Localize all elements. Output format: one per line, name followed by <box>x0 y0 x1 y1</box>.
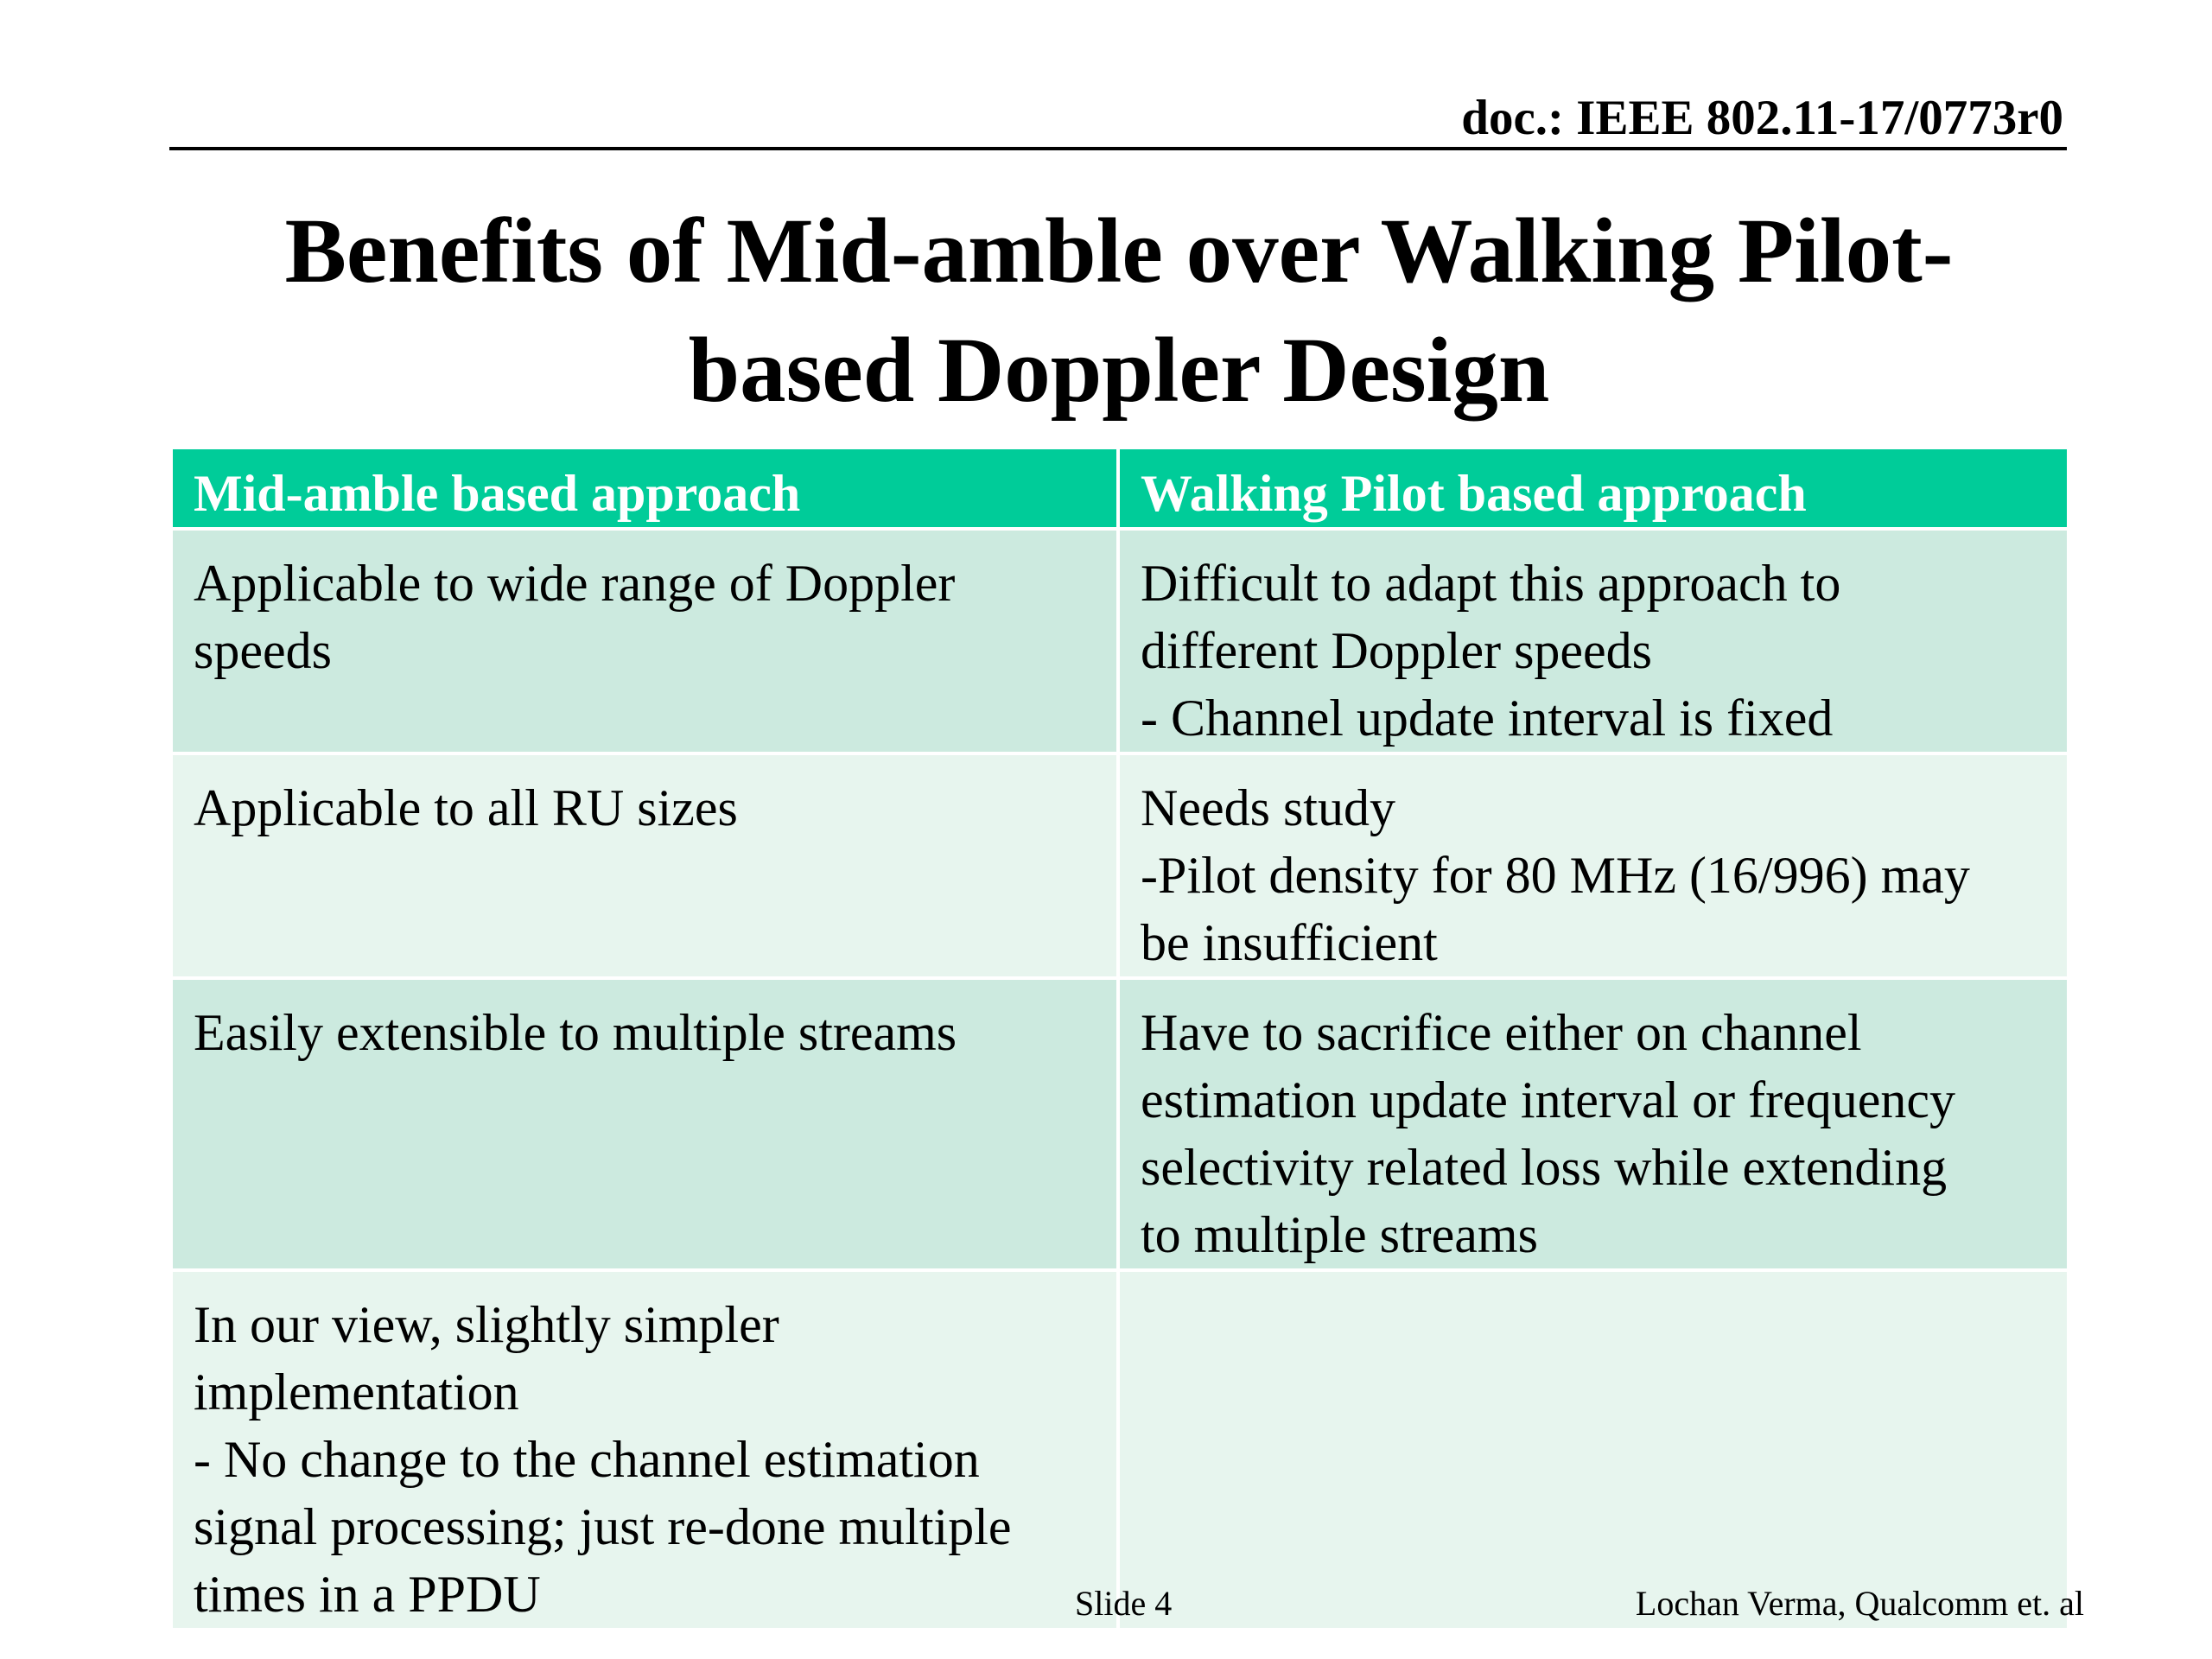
slide-title-line-2: based Doppler Design <box>688 320 1550 422</box>
document-id: doc.: IEEE 802.11-17/0773r0 <box>1461 91 2063 145</box>
cell-line: implementation <box>194 1363 519 1421</box>
cell-walking-pilot-ru-sizes <box>1118 753 2069 978</box>
cell-line: -Pilot density for 80 MHz (16/996) may <box>1141 847 1970 904</box>
cell-mid-amble-implementation <box>171 1270 1118 1630</box>
cell-line: Difficult to adapt this approach to <box>1141 555 1841 612</box>
cell-line: times in a PPDU <box>194 1566 541 1623</box>
table-row <box>171 529 2069 753</box>
column-header-mid-amble: Mid-amble based approach <box>171 448 1118 529</box>
cell-mid-amble-doppler <box>171 529 1118 753</box>
cell-line: different Doppler speeds <box>1141 622 1653 679</box>
table-row <box>171 753 2069 978</box>
cell-line: Applicable to wide range of Doppler <box>194 555 956 612</box>
cell-line: speeds <box>194 622 332 679</box>
cell-line: to multiple streams <box>1141 1206 1538 1263</box>
cell-line: Have to sacrifice either on channel <box>1141 1004 1862 1061</box>
cell-mid-amble-streams <box>171 978 1118 1270</box>
comparison-table <box>169 446 2070 1631</box>
footer-author: Lochan Verma, Qualcomm et. al <box>1635 1584 2084 1623</box>
table-row <box>171 978 2069 1270</box>
table-header-row <box>171 448 2069 529</box>
cell-line: - No change to the channel estimation <box>194 1431 980 1488</box>
cell-line: signal processing; just re-done multiple <box>194 1498 1012 1555</box>
cell-line: Applicable to all RU sizes <box>194 779 738 836</box>
cell-line: be insufficient <box>1141 914 1438 971</box>
cell-walking-pilot-streams <box>1118 978 2069 1270</box>
cell-line: Needs study <box>1141 779 1395 836</box>
table-row <box>171 1270 2069 1630</box>
cell-mid-amble-ru-sizes <box>171 753 1118 978</box>
cell-walking-pilot-doppler <box>1118 529 2069 753</box>
cell-line: In our view, slightly simpler <box>194 1296 779 1353</box>
cell-line: selectivity related loss while extending <box>1141 1139 1948 1196</box>
cell-line: Easily extensible to multiple streams <box>194 1004 957 1061</box>
cell-walking-pilot-implementation <box>1118 1270 2069 1630</box>
cell-line: estimation update interval or frequency <box>1141 1071 1955 1128</box>
header-rule <box>169 147 2067 150</box>
slide-title <box>130 192 2108 430</box>
cell-line: - Channel update interval is fixed <box>1141 690 1834 747</box>
slide-title-line-1: Benefits of Mid-amble over Walking Pilot- <box>284 200 1954 302</box>
slide-number: Slide 4 <box>1075 1584 1173 1623</box>
column-header-walking-pilot: Walking Pilot based approach <box>1118 448 2069 529</box>
